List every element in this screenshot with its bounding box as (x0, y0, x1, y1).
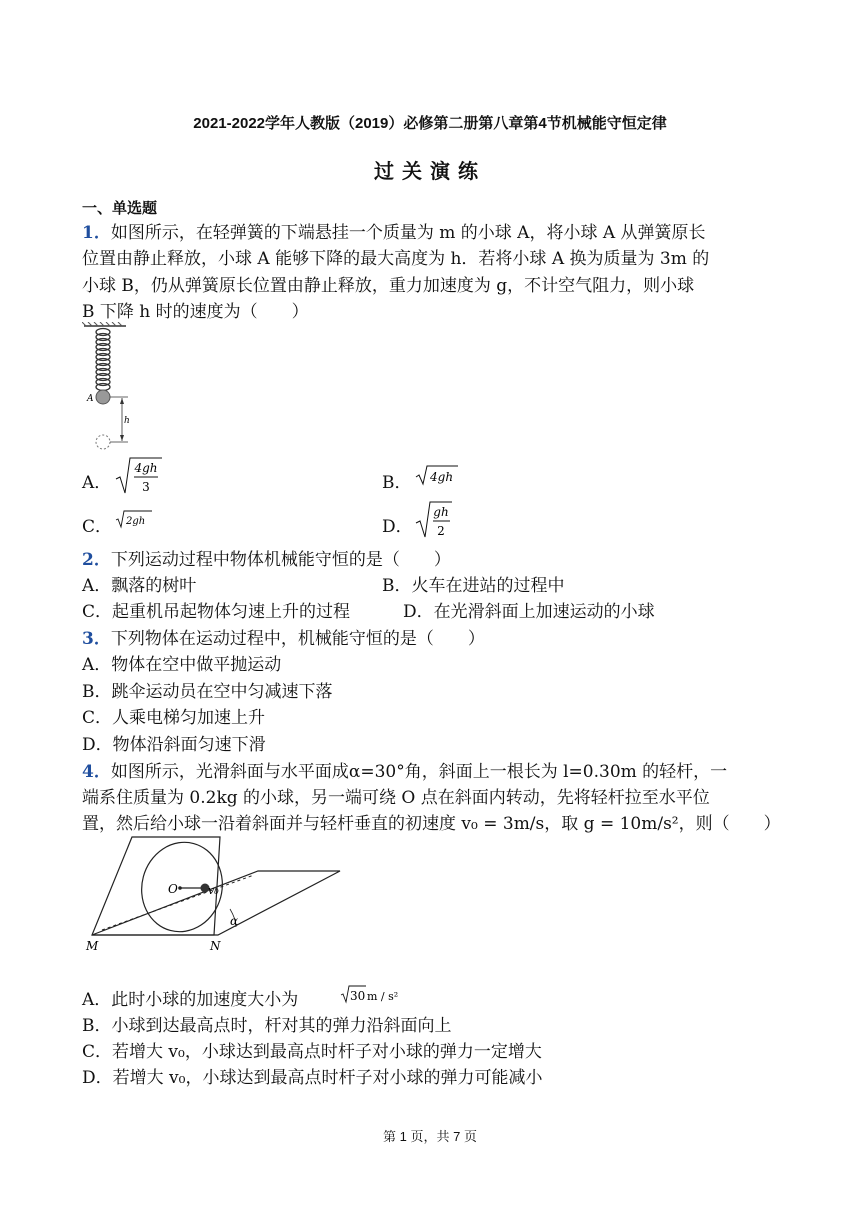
q4-option-b: B．小球到达最高点时，杆对其的弹力沿斜面向上 (82, 1016, 452, 1036)
q2-option-c: C．起重机吊起物体匀速上升的过程 (82, 602, 351, 622)
svg-text:gh: gh (433, 505, 449, 519)
q4-option-a-formula (340, 983, 410, 1005)
q1-option-c: C． (82, 517, 113, 537)
svg-text:4gh: 4gh (134, 461, 158, 475)
q4-option-d: D．若增大 v₀，小球达到最高点时杆子对小球的弹力可能减小 (82, 1068, 543, 1088)
q3-option-c: C．人乘电梯匀加速上升 (82, 708, 266, 728)
q4-option-c: C．若增大 v₀，小球达到最高点时杆子对小球的弹力一定增大 (82, 1042, 542, 1062)
q1-line-2: 位置由静止释放，小球 A 能够下降的最大高度为 h．若将小球 A 换为质量为 3m 的 (82, 249, 710, 269)
svg-text:4gh: 4gh (430, 470, 454, 484)
spring-diagram (82, 322, 142, 454)
label-alpha: α (230, 914, 239, 928)
q1-line-4: B 下降 h 时的速度为（ ） (82, 302, 309, 322)
q2-option-a: A．飘落的树叶 (82, 576, 197, 596)
q3-number: 3． (82, 629, 111, 649)
q1-option-d: D． (382, 517, 413, 537)
label-M: M (86, 939, 99, 953)
q1-option-a-formula (114, 455, 164, 497)
q2-option-b: B．火车在进站的过程中 (382, 576, 565, 596)
svg-text:3: 3 (142, 480, 150, 494)
q4-number: 4． (82, 762, 111, 782)
q1-option-a: A． (82, 473, 112, 493)
q2-stem: 2．下列运动过程中物体机械能守恒的是（ ） (82, 550, 451, 570)
svg-text:2: 2 (437, 524, 445, 538)
q4-line-2: 端系住质量为 0.2kg 的小球，另一端可绕 O 点在斜面内转动，先将轻杆拉至水平位 (82, 788, 710, 808)
label-O: O (168, 882, 178, 896)
svg-text:2gh: 2gh (126, 516, 146, 527)
q3-option-d: D．物体沿斜面匀速下滑 (82, 735, 266, 755)
q4-line-3: 置，然后给小球一沿着斜面并与轻杆垂直的初速度 v₀ = 3m/s，取 g = 10m/s²，则（ ） (82, 814, 781, 834)
incline-diagram (82, 833, 342, 955)
svg-text:30: 30 (350, 989, 366, 1003)
document-title: 2021-2022学年人教版（2019）必修第二册第八章第4节机械能守恒定律 (193, 115, 667, 132)
q1-option-b: B． (382, 473, 412, 493)
page-footer: 第 1 页，共 7 页 (383, 1129, 477, 1144)
q2-option-d: D．在光滑斜面上加速运动的小球 (403, 602, 655, 622)
q1-option-c-formula (114, 508, 154, 530)
q3-option-a: A．物体在空中做平抛运动 (82, 655, 282, 675)
label-h: h (124, 416, 130, 426)
section-heading: 一、单选题 (82, 200, 158, 217)
q3-stem: 3．下列物体在运动过程中，机械能守恒的是（ ） (82, 629, 485, 649)
svg-text:m / s²: m / s² (367, 990, 399, 1003)
q1-option-d-formula (414, 499, 454, 541)
label-v0: v₀ (208, 884, 219, 897)
q1-line-1: 1．如图所示，在轻弹簧的下端悬挂一个质量为 m 的小球 A，将小球 A 从弹簧原长 (82, 223, 706, 243)
q2-number: 2． (82, 550, 111, 570)
document-subtitle: 过关演练 (374, 161, 486, 183)
q3-option-b: B．跳伞运动员在空中匀减速下落 (82, 682, 333, 702)
label-N: N (210, 939, 221, 953)
q1-number: 1． (82, 223, 111, 243)
label-A: A (87, 394, 94, 404)
q1-line-3: 小球 B，仍从弹簧原长位置由静止释放，重力加速度为 g，不计空气阻力，则小球 (82, 276, 695, 296)
q4-line-1: 4．如图所示，光滑斜面与水平面成α=30°角，斜面上一根长为 l=0.30m 的轻杆，一 (82, 762, 728, 782)
q4-option-a: A．此时小球的加速度大小为 (82, 990, 299, 1010)
q1-option-b-formula (414, 463, 460, 487)
